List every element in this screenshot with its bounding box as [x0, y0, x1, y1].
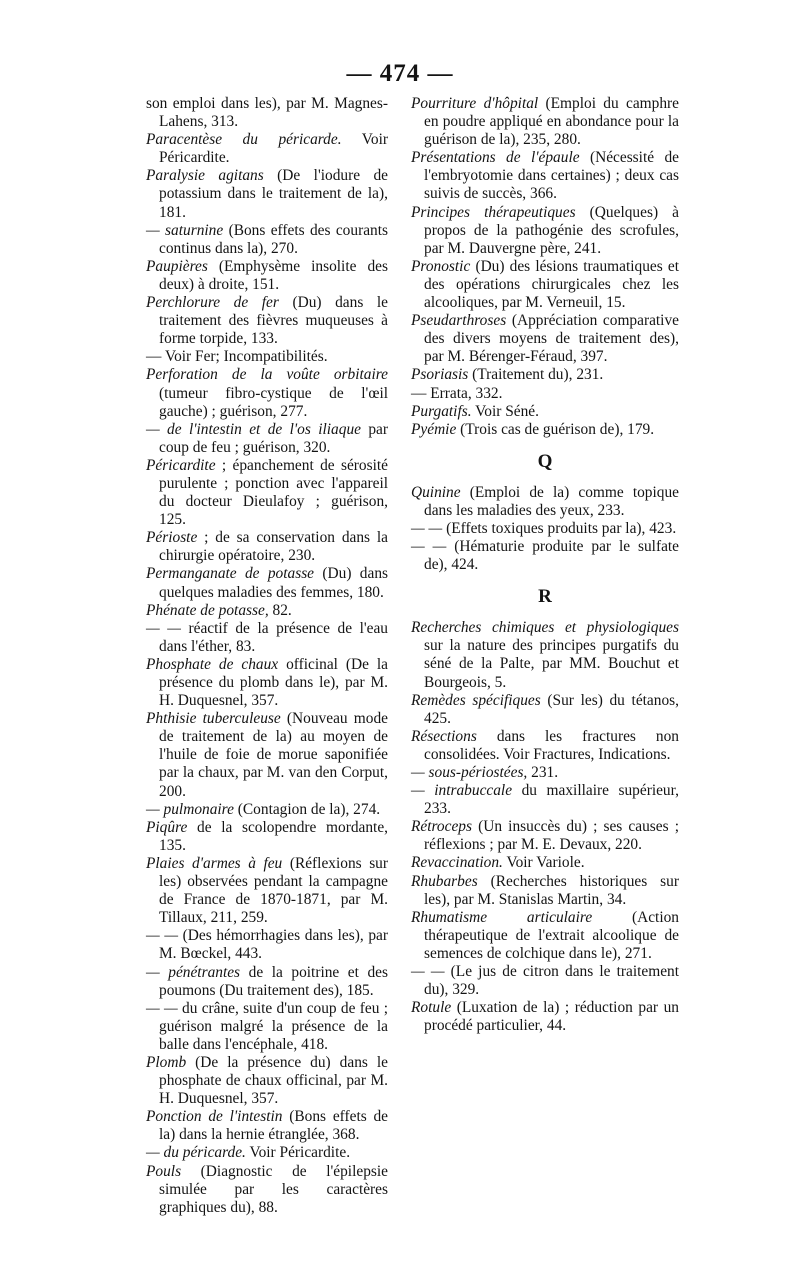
index-entry: [411, 149, 679, 203]
entry-term: — du péricarde.: [146, 1144, 246, 1162]
index-entry: [146, 421, 388, 457]
index-entry: [146, 294, 388, 348]
entry-text: du maxillaire supérieur, 233.: [424, 782, 679, 818]
entry-text: (Trois cas de guérison de), 179.: [456, 420, 655, 438]
entry-term: Plaies d'armes à feu: [146, 854, 283, 872]
entry-term: — —: [411, 538, 447, 556]
index-entry: [411, 258, 679, 312]
entry-term: Rotule: [411, 999, 452, 1017]
entry-term: Phthisie tuberculeuse: [146, 710, 281, 728]
entry-text: (Emphysème insolite des deux) à droite, 151.: [159, 257, 388, 293]
entry-term: Pronostic: [411, 257, 471, 275]
entry-term: Paupières: [146, 257, 208, 275]
entry-term: — saturnine: [146, 221, 224, 239]
entry-text: de la poitrine et des poumons (Du traitement des), 185.: [159, 963, 388, 999]
letter-p-entries: [411, 95, 679, 439]
entry-text: (De l'iodure de potassium dans le traitement de la), 181.: [159, 167, 389, 221]
entry-text: du crâne, suite d'un coup de feu ; guérison malgré la présence de la balle dans l'encéphale, 418.: [159, 999, 388, 1053]
entry-term: Revaccination.: [411, 854, 503, 872]
entry-term: Péricardite: [146, 456, 216, 474]
entry-text: Voir Péricardite.: [159, 131, 389, 167]
index-entry: [411, 95, 679, 149]
entry-term: — —: [146, 619, 181, 637]
index-entry: [411, 619, 679, 691]
index-entry: [411, 312, 679, 366]
left-column: [146, 95, 388, 1217]
entry-text: 231.: [527, 764, 559, 781]
index-entry: [411, 520, 679, 538]
entry-term: Pouls: [146, 1162, 182, 1180]
index-entry: [411, 963, 679, 999]
entry-term: Pyémie: [411, 420, 457, 438]
entry-text: (Hématurie produite par le sulfate de), 424.: [424, 538, 680, 574]
index-entry: [411, 421, 679, 439]
entry-text: (Contagion de la), 274.: [233, 800, 381, 818]
index-entry: [146, 855, 388, 927]
entry-text: (Luxation de la) ; réduction par un procédé particulier, 44.: [424, 999, 679, 1035]
index-entry: [146, 348, 388, 366]
entry-text: officinal (De la présence du plomb dans le), par M. H. Duquesnel, 357.: [159, 655, 388, 710]
entry-text: réactif de la présence de l'eau dans l'éther, 83.: [159, 619, 389, 655]
index-entry: [411, 538, 679, 574]
entry-term: Purgatifs.: [411, 402, 472, 420]
entry-text: (Nouveau mode de traitement de la) au moyen de l'huile de foie de morue saponifiée par la chaux, par M. van den Corput, 200.: [159, 710, 388, 800]
index-entry: [411, 818, 679, 854]
index-entry: [146, 167, 388, 221]
entry-term: — —: [411, 963, 445, 981]
entry-term: Quinine: [411, 483, 461, 501]
entry-term: Pseudarthroses: [411, 312, 507, 330]
index-entry: [146, 95, 388, 131]
entry-text: Voir Péricardite.: [245, 1144, 351, 1162]
entry-text: ; de sa conservation dans la chirurgie opératoire, 230.: [159, 529, 388, 565]
entry-term: Permanganate de potasse: [146, 565, 315, 583]
entry-text: (Sur les) du tétanos, 425.: [424, 691, 679, 727]
index-entry: [146, 602, 388, 620]
index-entry: [146, 1054, 388, 1108]
index-entry: [411, 385, 679, 403]
index-entry: [411, 692, 679, 728]
entry-term: Résections: [411, 727, 477, 745]
entry-term: — pénétrantes: [146, 963, 241, 981]
entry-term: Psoriasis: [411, 366, 469, 384]
entry-text: (Réflexions sur les) observées pendant la campagne de France de 1870-1871, par M. Tillaux, 211, 259.: [159, 854, 389, 927]
entry-term: Rétroceps: [411, 818, 472, 836]
entry-text: — Voir Fer; Incompatibilités.: [146, 348, 328, 366]
entry-term: Perchlorure de fer: [146, 294, 279, 312]
entry-text: dans les fractures non consolidées. Voir Fractures, Indications.: [424, 727, 679, 763]
entry-term: — intrabuccale: [411, 782, 513, 800]
index-entry: [411, 999, 679, 1035]
entry-text: (Des hémorrhagies dans les), par M. Bœckel, 443.: [159, 927, 388, 963]
entry-term: — de l'intestin et de l'os iliaque: [146, 420, 361, 438]
entry-term: Plomb: [146, 1053, 187, 1071]
right-column: [411, 95, 679, 1035]
index-entry: [146, 258, 388, 294]
index-entry: [411, 484, 679, 520]
entry-text: Voir Séné.: [471, 402, 539, 420]
index-entry: [411, 366, 679, 384]
index-entry: [146, 131, 388, 167]
entry-text: (Du) dans le traitement des fièvres muqueuses à forme torpide, 133.: [159, 294, 388, 348]
entry-term: — pulmonaire: [146, 800, 234, 818]
index-entry: [146, 1108, 388, 1144]
index-entry: [411, 204, 679, 258]
index-entry: [146, 222, 388, 258]
index-entry: [146, 656, 388, 710]
entry-term: Paralysie agitans: [146, 167, 264, 185]
entry-term: Remèdes spécifiques: [411, 691, 541, 709]
entry-term: Piqûre: [146, 818, 188, 836]
letter-r-heading: R: [538, 586, 552, 608]
entry-term: — —: [411, 519, 443, 537]
entry-term: — —: [146, 927, 179, 945]
index-entry: [146, 457, 388, 529]
entry-text: 82.: [268, 601, 292, 619]
index-entry: [411, 873, 679, 909]
index-entry: [411, 909, 679, 963]
entry-term: — sous-périostées,: [411, 764, 528, 781]
index-entry: [411, 764, 679, 782]
index-entry: [146, 927, 388, 963]
letter-q-heading: Q: [537, 450, 553, 472]
index-entry: [411, 854, 679, 872]
entry-text: sur la nature des principes purgatifs du séné de la Palte, par MM. Bouchut et Bourgeois, 5.: [424, 637, 679, 691]
entry-term: Phosphate de chaux: [146, 655, 279, 673]
letter-q-entries: [411, 484, 679, 574]
entry-text: par coup de feu ; guérison, 320.: [159, 420, 389, 456]
entry-text: (Diagnostic de l'épilepsie simulée par les caractères graphiques du), 88.: [159, 1162, 388, 1216]
entry-text: (Du) des lésions traumatiques et des opérations chirurgicales chez les alcooliques, par M. Verneuil, 15.: [424, 257, 679, 312]
entry-term: Périoste: [146, 529, 198, 547]
entry-text: (Recherches historiques sur les), par M. Stanislas Martin, 34.: [424, 872, 679, 908]
index-entry: [146, 819, 388, 855]
entry-text: (Effets toxiques produits par la), 423.: [442, 519, 677, 537]
entry-term: Rhubarbes: [411, 872, 478, 890]
entry-text: (Traitement du), 231.: [468, 366, 604, 384]
entry-text: (Emploi de la) comme topique dans les maladies des yeux, 233.: [424, 483, 679, 519]
entry-text: Voir Variole.: [502, 854, 585, 872]
entry-term: Présentations de l'épaule: [411, 149, 580, 167]
entry-text: (De la présence du) dans le phosphate de chaux officinal, par M. H. Duquesnel, 357.: [159, 1053, 388, 1108]
entry-term: Phénate de potasse,: [146, 601, 269, 619]
entry-text: son emploi dans les), par M. Magnes-Lahens, 313.: [146, 95, 388, 131]
entry-text: (Action thérapeutique de l'extrait alcoolique de semences de colchique dans le), 271.: [424, 908, 679, 962]
entry-text: (Bons effets de la) dans la hernie étranglée, 368.: [159, 1108, 389, 1144]
index-entry: [146, 529, 388, 565]
page-number: — 474 —: [346, 60, 454, 87]
entry-term: Rhumatisme articulaire: [411, 908, 593, 926]
entry-term: Ponction de l'intestin: [146, 1108, 283, 1126]
entry-text: ; épanchement de sérosité purulente ; ponction avec l'appareil du docteur Dieulafoy ; guérison, 125.: [159, 456, 388, 529]
entry-text: — Errata, 332.: [411, 384, 503, 402]
index-entry: [146, 565, 388, 601]
entry-text: (Quelques) à propos de la pathogénie des scrofules, par M. Dauvergne père, 241.: [424, 203, 680, 257]
letter-r-entries: [411, 619, 679, 1035]
index-entry: [146, 1000, 388, 1054]
index-entry: [411, 728, 679, 764]
index-entry: [146, 366, 388, 420]
entry-term: Pourriture d'hôpital: [411, 95, 539, 112]
entry-term: Principes thérapeutiques: [411, 203, 576, 221]
entry-text: (Un insuccès du) ; ses causes ; réflexions ; par M. E. Devaux, 220.: [424, 818, 679, 854]
entry-term: Perforation de la voûte orbitaire: [146, 366, 388, 384]
entry-text: (Nécessité de l'embryotomie dans certaines) ; deux cas suivis de succès, 366.: [424, 149, 679, 203]
entry-term: Paracentèse du péricarde.: [146, 131, 342, 149]
entry-text: de la scolopendre mordante, 135.: [159, 818, 388, 854]
index-entry: [146, 710, 388, 800]
entry-term: Recherches chimiques et physiologiques: [411, 619, 679, 637]
index-entry: [146, 1144, 388, 1162]
entry-text: (Le jus de citron dans le traitement du), 329.: [424, 963, 680, 999]
index-entry: [146, 620, 388, 656]
index-entry: [146, 964, 388, 1000]
index-entry: [146, 1163, 388, 1217]
entry-text: (tumeur fibro-cystique de l'œil gauche) ; guérison, 277.: [159, 384, 388, 420]
entry-text: (Appréciation comparative des divers moyens de traitement des), par M. Bérenger-Féraud, 397.: [424, 312, 679, 366]
index-entry: [146, 801, 388, 819]
entry-text: (Du) dans quelques maladies des femmes, 180.: [159, 565, 389, 601]
entry-term: — —: [146, 999, 178, 1017]
entry-text: (Emploi du camphre en poudre appliqué en abondance pour la guérison de la), 235, 280.: [424, 95, 679, 149]
index-entry: [411, 782, 679, 818]
entry-text: (Bons effets des courants continus dans la), 270.: [159, 221, 388, 257]
index-entry: [411, 403, 679, 421]
